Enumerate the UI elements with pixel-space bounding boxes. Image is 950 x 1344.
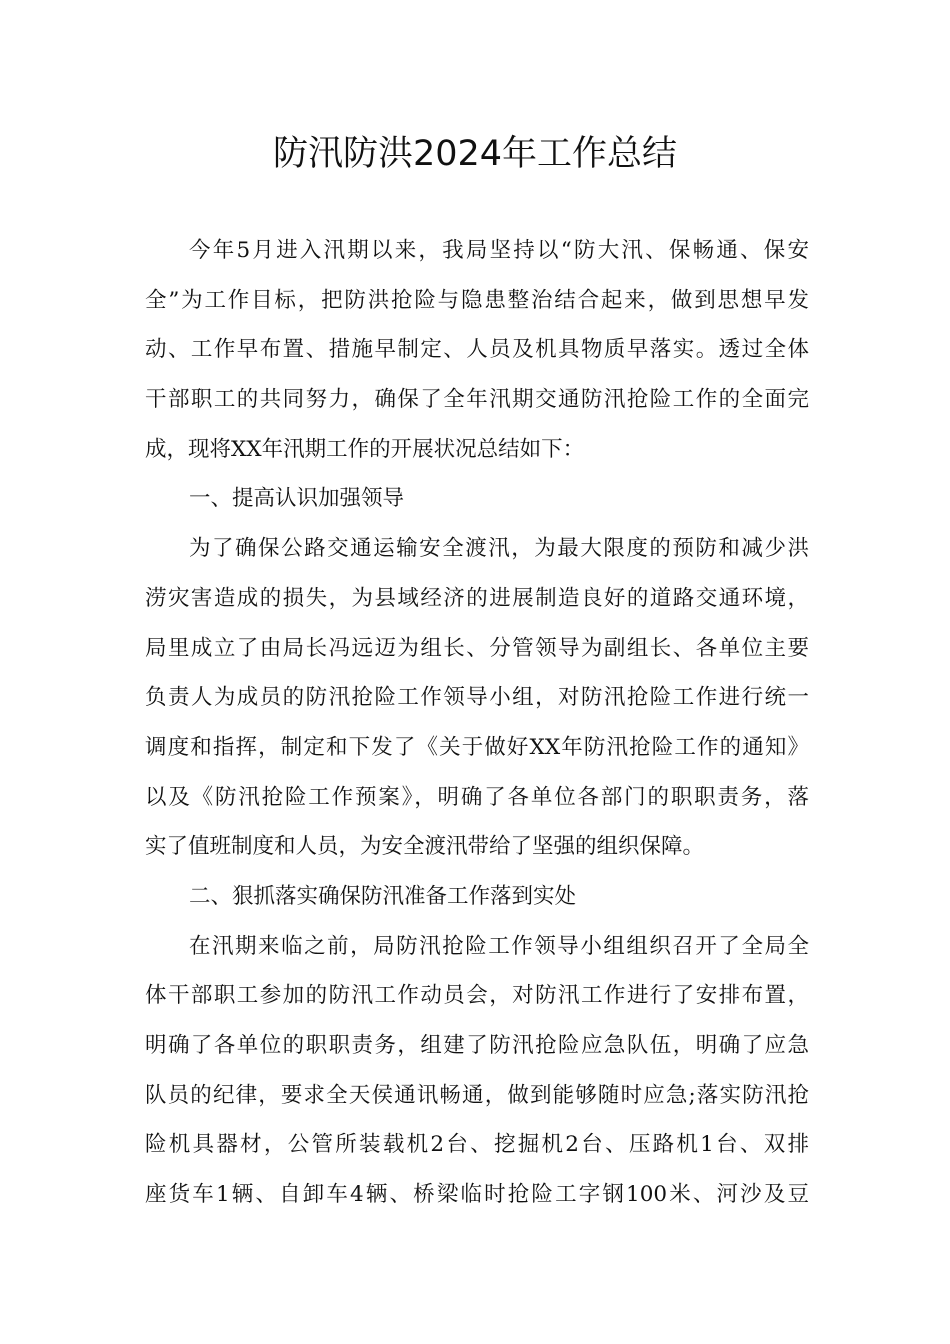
text-line: 调度和指挥，制定和下发了《关于做好XX年防汛抢险工作的通知》 [145, 734, 809, 760]
text-line: 涝灾害造成的损失，为县域经济的进展制造良好的道路交通环境， [145, 585, 809, 611]
text-line: 动、工作早布置、措施早制定、人员及机具物质早落实。透过全体 [145, 337, 809, 363]
text-line: 以及《防汛抢险工作预案》，明确了各单位各部门的职职责务，落 [145, 784, 809, 810]
document-body [145, 226, 809, 1220]
text-line: 座货车1辆、自卸车4辆、桥梁临时抢险工字钢100米、河沙及豆 [145, 1182, 809, 1208]
text-line: 明确了各单位的职职责务，组建了防汛抢险应急队伍，明确了应急 [145, 1033, 809, 1058]
text-line: 实了值班制度和人员，为安全渡汛带给了坚强的组织保障。 [145, 834, 705, 860]
text-line: 体干部职工参加的防汛工作动员会，对防汛工作进行了安排布置， [145, 983, 809, 1009]
text-line: 一、提高认识加强领导 [189, 486, 405, 512]
text-line: 险机具器材，公管所装载机2台、挖掘机2台、压路机1台、双排 [145, 1132, 809, 1158]
text-line: 局里成立了由局长冯远迈为组长、分管领导为副组长、各单位主要 [145, 635, 809, 661]
text-line: 为了确保公路交通运输安全渡汛，为最大限度的预防和减少洪 [189, 536, 809, 562]
text-line: 队员的纪律，要求全天侯通讯畅通，做到能够随时应急;落实防汛抢 [145, 1082, 809, 1108]
text-line: 全”为工作目标，把防洪抢险与隐患整治结合起来，做到思想早发 [145, 287, 809, 313]
text-line: 二、狠抓落实确保防汛准备工作落到实处 [189, 883, 577, 909]
text-line: 负责人为成员的防汛抢险工作领导小组，对防汛抢险工作进行统一 [145, 685, 809, 711]
text-line: 在汛期来临之前，局防汛抢险工作领导小组组织召开了全局全 [189, 933, 809, 959]
text-line: 干部职工的共同努力，确保了全年汛期交通防汛抢险工作的全面完 [145, 387, 809, 413]
text-line: 今年5月进入汛期以来，我局坚持以“防大汛、保畅通、保安 [189, 238, 809, 263]
text-line: 成，现将XX年汛期工作的开展状况总结如下： [145, 436, 585, 462]
document-title: 防汛防洪2024年工作总结 [272, 134, 678, 174]
